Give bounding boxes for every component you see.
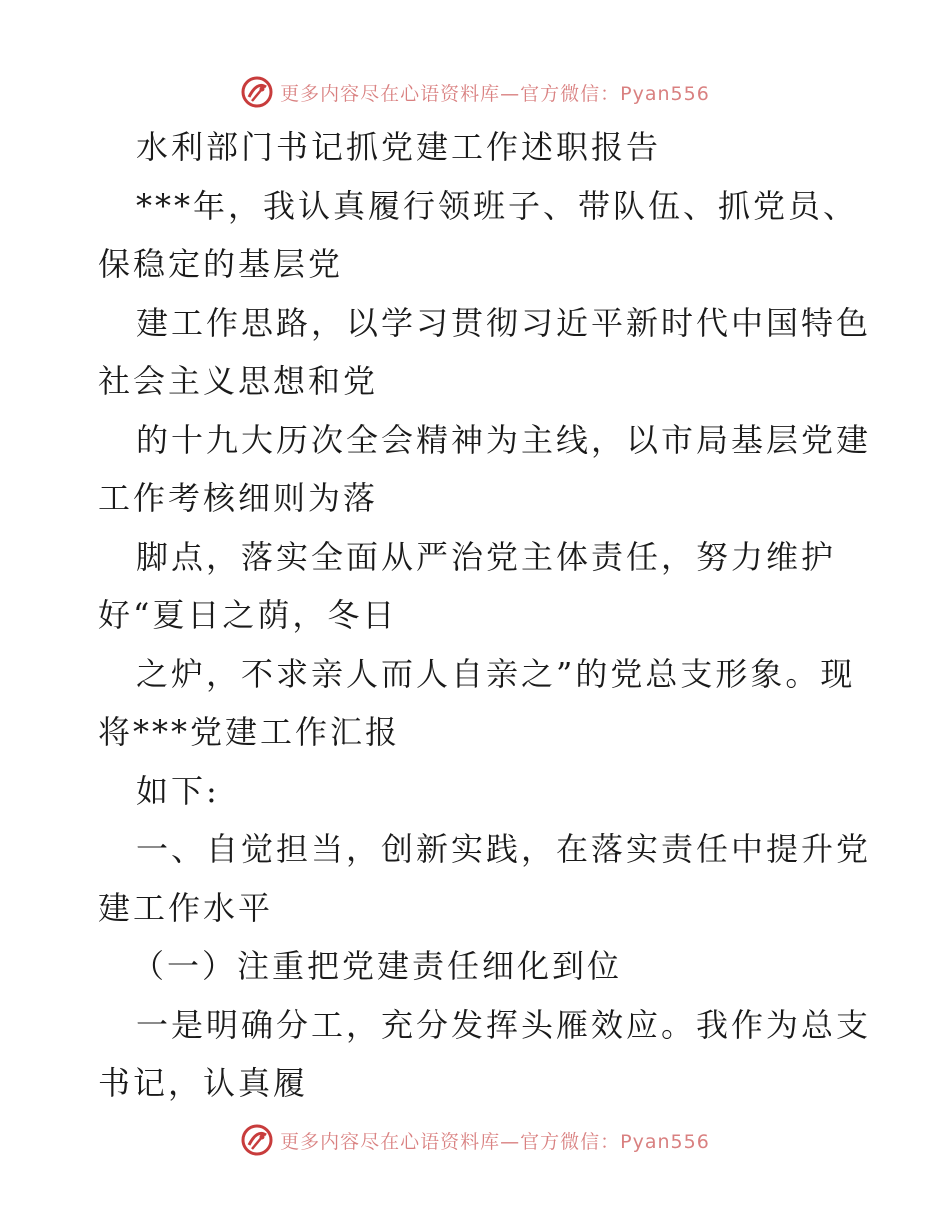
paragraph-line: 之炉，不求亲人而人自亲之”的党总支形象。现 bbox=[136, 654, 856, 693]
paragraph-line: 社会主义思想和党 bbox=[98, 362, 379, 400]
brand-logo-icon bbox=[240, 1123, 274, 1157]
paragraph-line: 将***党建工作汇报 bbox=[98, 713, 401, 751]
subsection-heading: （一）注重把党建责任细化到位 bbox=[132, 947, 623, 985]
brand-logo-icon bbox=[240, 75, 274, 109]
watermark-footer bbox=[0, 1120, 950, 1160]
document-title: 水利部门书记抓党建工作述职报告 bbox=[136, 128, 662, 166]
paragraph-line: ***年，我认真履行领班子、带队伍、抓党员、 bbox=[136, 186, 859, 225]
watermark-header bbox=[0, 72, 950, 112]
paragraph-line: 建工作思路，以学习贯彻习近平新时代中国特色 bbox=[136, 303, 872, 342]
watermark-text: 更多内容尽在心语资料库—官方微信：Pyan556 bbox=[280, 1130, 710, 1153]
section-heading: 一、自觉担当，创新实践，在落实责任中提升党 bbox=[136, 830, 872, 868]
section-heading: 建工作水平 bbox=[98, 888, 274, 927]
paragraph-line: 工作考核细则为落 bbox=[98, 479, 379, 517]
paragraph-line: 保稳定的基层党 bbox=[98, 245, 344, 283]
paragraph-line: 如下: bbox=[136, 771, 220, 810]
paragraph-line: 的十九大历次全会精神为主线，以市局基层党建 bbox=[136, 420, 872, 459]
paragraph-line: 一是明确分工，充分发挥头雁效应。我作为总支 bbox=[136, 1005, 872, 1044]
watermark-text: 更多内容尽在心语资料库—官方微信：Pyan556 bbox=[280, 82, 710, 105]
paragraph-line: 书记，认真履 bbox=[98, 1064, 309, 1102]
paragraph-line: 脚点，落实全面从严治党主体责任，努力维护 bbox=[136, 537, 837, 576]
paragraph-line: 好“夏日之荫，冬日 bbox=[98, 596, 398, 634]
document-body bbox=[98, 118, 872, 1113]
